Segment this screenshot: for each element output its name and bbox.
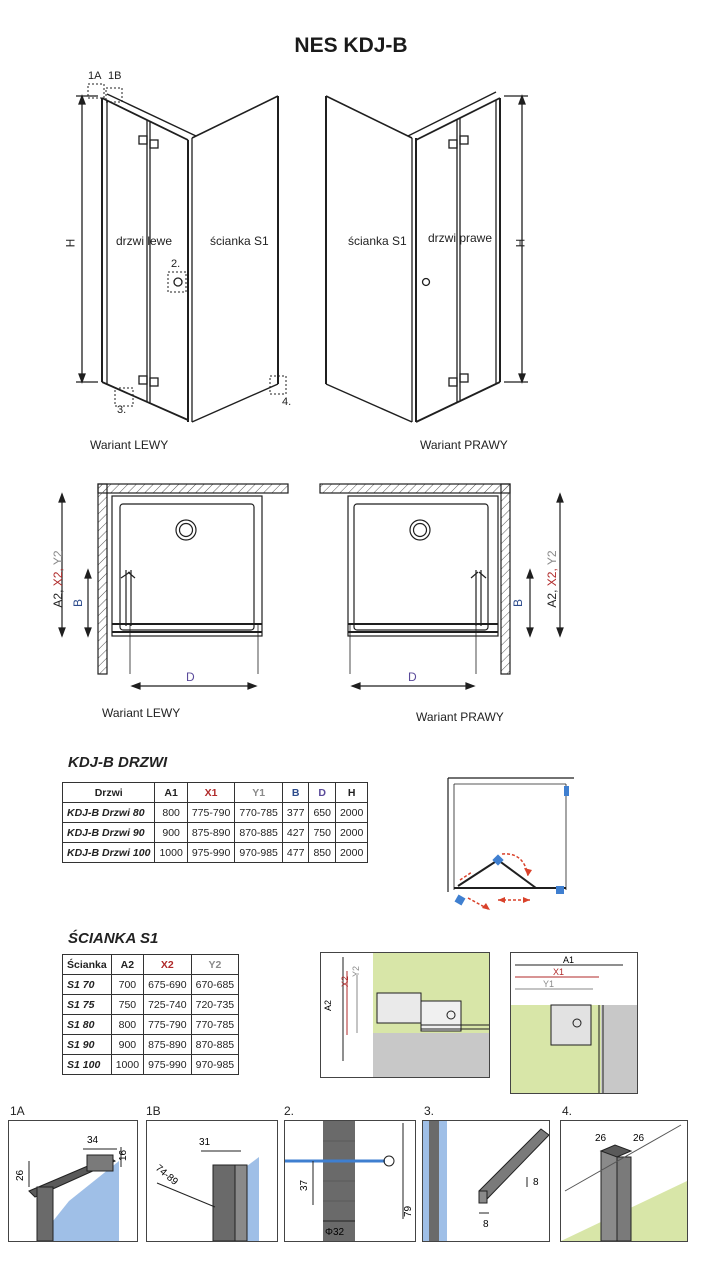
col-drzwi: Drzwi <box>63 783 155 803</box>
page-title: NES KDJ-B <box>294 34 408 57</box>
dim-1a-height: 16 <box>118 1149 129 1161</box>
detail-3-label: 3. <box>424 1104 435 1118</box>
left-door-label: drzwi lewe <box>116 234 173 248</box>
dim-2-total: 79 <box>403 1205 414 1217</box>
left-elevation <box>76 84 286 422</box>
door-detail-x1: X1 <box>553 967 565 977</box>
door-detail-a1: A1 <box>563 955 575 965</box>
callout-1b: 1B <box>108 70 122 82</box>
callout-2: 2. <box>171 258 181 270</box>
right-plan-dim-b: B <box>511 598 526 608</box>
right-plan-dim-a: A2, X2, Y2 <box>545 550 559 608</box>
col-scianka: Ścianka <box>63 955 112 975</box>
callout-4: 4. <box>282 396 292 408</box>
right-wall-label: ścianka S1 <box>348 234 407 248</box>
door-mount-drawing <box>511 953 637 1093</box>
detail-2-label: 2. <box>284 1104 295 1118</box>
doors-table <box>62 782 368 863</box>
dim-1b-range: 74-89 <box>153 1162 180 1188</box>
table-row: S1 80 800 775-790 770-785 <box>63 1015 239 1035</box>
doors-table-title: KDJ-B DRZWI <box>68 754 168 771</box>
elevation-diagrams <box>0 60 702 460</box>
wall-mount-drawing <box>321 953 489 1077</box>
col-y1: Y1 <box>235 783 283 803</box>
dim-1a-side: 26 <box>15 1169 26 1181</box>
right-plan-caption: Wariant PRAWY <box>416 710 504 724</box>
dim-4-right: 26 <box>633 1133 645 1144</box>
detail-1b-label: 1B <box>146 1104 161 1118</box>
wall-detail-a2: A2 <box>323 999 333 1011</box>
plan-diagrams <box>0 476 702 696</box>
dim-3-height: 8 <box>533 1177 539 1188</box>
left-plan-dim-a: A2, X2, Y2 <box>51 550 65 608</box>
callout-3: 3. <box>117 404 127 416</box>
table-row: S1 75 750 725-740 720-735 <box>63 995 239 1015</box>
wall-detail-x2: X2 <box>340 975 350 987</box>
right-height-label: H <box>513 238 528 248</box>
wall-detail-y2: Y2 <box>351 965 361 977</box>
dim-2-diameter: Φ32 <box>325 1227 345 1238</box>
door-mount-detail <box>510 952 638 1094</box>
col-h: H <box>335 783 367 803</box>
col-x1: X1 <box>187 783 235 803</box>
left-wall-label: ścianka S1 <box>210 234 269 248</box>
right-plan <box>320 484 563 689</box>
col-a1: A1 <box>155 783 187 803</box>
dim-1a-width: 34 <box>87 1135 99 1146</box>
left-plan-caption: Wariant LEWY <box>102 706 181 720</box>
table-row: S1 100 1000 975-990 970-985 <box>63 1055 239 1075</box>
col-d: D <box>309 783 336 803</box>
left-elevation-caption: Wariant LEWY <box>90 438 169 452</box>
detail-4-label: 4. <box>562 1104 573 1118</box>
opening-diagram <box>438 772 588 912</box>
table-row: KDJ-B Drzwi 100 1000 975-990 970-985 477 850 2000 <box>63 843 368 863</box>
left-height-label: H <box>63 238 78 248</box>
wall-table-title: ŚCIANKA S1 <box>68 930 159 947</box>
wall-table-header <box>63 955 239 975</box>
col-x2: X2 <box>144 955 192 975</box>
dim-3-width: 8 <box>483 1219 489 1230</box>
door-detail-y1: Y1 <box>543 979 555 989</box>
detail-1a-label: 1A <box>10 1104 25 1118</box>
left-plan-dim-b: B <box>71 598 86 608</box>
right-door-label: drzwi prawe <box>428 231 493 245</box>
left-plan-dim-d: D <box>186 670 195 684</box>
right-elevation-caption: Wariant PRAWY <box>420 438 508 452</box>
col-y2: Y2 <box>191 955 239 975</box>
table-row: S1 90 900 875-890 870-885 <box>63 1035 239 1055</box>
wall-mount-detail <box>320 952 490 1078</box>
right-plan-dim-d: D <box>408 670 417 684</box>
detail-1a <box>8 1120 138 1242</box>
right-elevation <box>326 92 528 422</box>
doors-table-header <box>63 783 368 803</box>
dim-1b-width: 31 <box>199 1137 211 1148</box>
table-row: KDJ-B Drzwi 90 900 875-890 870-885 427 750 2000 <box>63 823 368 843</box>
left-plan <box>59 484 288 689</box>
wall-table <box>62 954 239 1075</box>
detail-4 <box>560 1120 688 1242</box>
detail-3 <box>422 1120 550 1242</box>
col-a2: A2 <box>111 955 143 975</box>
col-b: B <box>282 783 309 803</box>
detail-1b <box>146 1120 278 1242</box>
detail-2 <box>284 1120 416 1242</box>
dim-4-left: 26 <box>595 1133 607 1144</box>
table-row: S1 70 700 675-690 670-685 <box>63 975 239 995</box>
dim-2-height: 37 <box>299 1179 310 1191</box>
callout-1a: 1A <box>88 70 102 82</box>
table-row: KDJ-B Drzwi 80 800 775-790 770-785 377 650 2000 <box>63 803 368 823</box>
